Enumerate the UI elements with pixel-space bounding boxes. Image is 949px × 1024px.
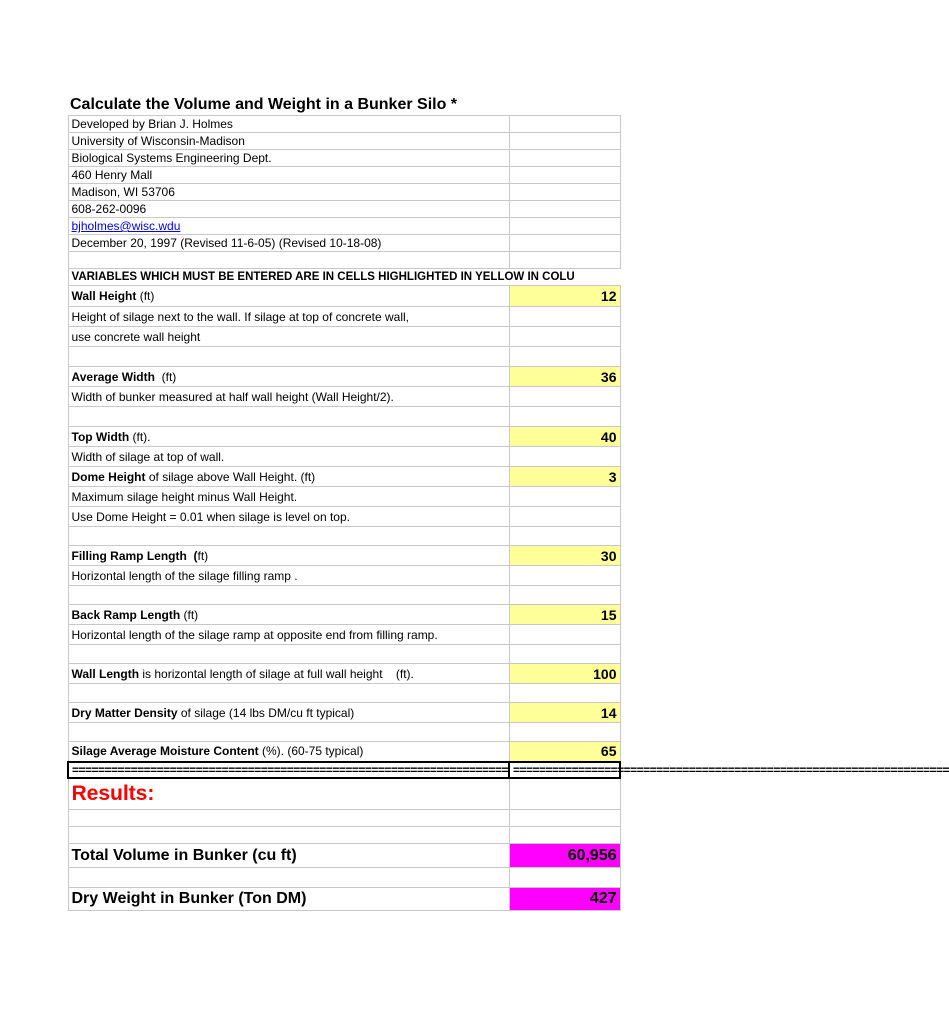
label-wall-length[interactable]: Wall Length is horizontal length of silage at full wall height (ft). [68,664,509,684]
cell-empty[interactable] [509,527,620,546]
desc-wall-height-1[interactable]: Height of silage next to the wall. If silage at top of concrete wall, [68,307,509,327]
cell-empty[interactable] [509,625,620,645]
cell-date[interactable]: December 20, 1997 (Revised 11-6-05) (Revised 10-18-08) [68,235,509,252]
value-total-volume[interactable]: 60,956 [509,844,620,868]
cell-empty[interactable] [68,645,509,664]
cell-empty[interactable] [509,407,620,427]
table-row [68,218,620,235]
table-row [68,723,620,742]
table-row [68,810,620,827]
table-row [68,327,620,347]
cell-empty[interactable] [509,723,620,742]
table-row [68,827,620,844]
table-row [68,252,620,269]
input-average-width[interactable]: 36 [509,367,620,387]
table-row [68,566,620,586]
label-dm-density[interactable]: Dry Matter Density of silage (14 lbs DM/cu ft typical) [68,703,509,723]
desc-back-ramp[interactable]: Horizontal length of the silage ramp at opposite end from filling ramp. [68,625,509,645]
input-back-ramp[interactable]: 15 [509,605,620,625]
calculator-table [67,115,949,911]
cell-empty[interactable] [509,645,620,664]
input-dm-density[interactable]: 14 [509,703,620,723]
table-row [68,888,620,911]
cell-empty[interactable] [68,723,509,742]
cell-empty[interactable] [68,827,509,844]
desc-dome-height-1[interactable]: Maximum silage height minus Wall Height. [68,487,509,507]
cell-email[interactable] [68,218,509,235]
cell-city[interactable]: Madison, WI 53706 [68,184,509,201]
table-row [68,427,620,447]
cell-empty[interactable] [509,167,620,184]
table-row [68,116,620,133]
table-row [68,133,620,150]
label-filling-ramp[interactable]: Filling Ramp Length (ft) [68,546,509,566]
desc-dome-height-2[interactable]: Use Dome Height = 0.01 when silage is level on top. [68,507,509,527]
table-row [68,605,620,625]
table-row [68,150,620,167]
cell-empty[interactable] [509,116,620,133]
input-wall-length[interactable]: 100 [509,664,620,684]
table-row [68,507,620,527]
table-row [68,269,620,286]
table-row [68,625,620,645]
spreadsheet [67,91,949,911]
table-row [68,447,620,467]
cell-empty[interactable] [509,566,620,586]
cell-empty[interactable] [68,407,509,427]
cell-empty[interactable] [509,307,620,327]
cell-empty[interactable] [509,133,620,150]
table-row [68,742,620,762]
table-row [68,762,620,778]
cell-empty[interactable] [509,252,620,269]
cell-empty[interactable] [509,827,620,844]
cell-empty[interactable] [509,487,620,507]
table-row [68,703,620,723]
cell-empty[interactable] [509,184,620,201]
label-back-ramp[interactable]: Back Ramp Length (ft) [68,605,509,625]
input-dome-height[interactable]: 3 [509,467,620,487]
desc-top-width[interactable]: Width of silage at top of wall. [68,447,509,467]
label-dry-weight[interactable]: Dry Weight in Bunker (Ton DM) [68,888,509,911]
desc-wall-height-2[interactable]: use concrete wall height [68,327,509,347]
cell-empty[interactable] [509,218,620,235]
cell-university[interactable]: University of Wisconsin-Madison [68,133,509,150]
desc-average-width[interactable]: Width of bunker measured at half wall height (Wall Height/2). [68,387,509,407]
results-heading[interactable]: Results: [68,778,509,810]
table-row [68,645,620,664]
cell-empty[interactable] [509,447,620,467]
cell-empty[interactable] [509,868,620,888]
table-row [68,347,620,367]
table-row [68,546,620,566]
table-row [68,407,620,427]
input-filling-ramp[interactable]: 30 [509,546,620,566]
table-row [68,201,620,218]
cell-empty[interactable] [509,150,620,167]
cell-empty[interactable] [509,387,620,407]
cell-empty[interactable] [68,527,509,546]
separator-left[interactable]: =================================================================== [68,762,509,778]
email-link[interactable]: bjholmes@wisc.wdu [71,219,181,233]
table-row [68,367,620,387]
table-row [68,778,620,810]
label-dome-height[interactable]: Dome Height of silage above Wall Height. (ft) [68,467,509,487]
table-row [68,868,620,888]
cell-empty[interactable] [68,810,509,827]
cell-empty[interactable] [509,810,620,827]
table-row [68,487,620,507]
cell-empty[interactable] [509,684,620,703]
table-row [68,844,620,868]
cell-empty[interactable] [68,586,509,605]
table-row [68,527,620,546]
cell-empty[interactable] [68,868,509,888]
cell-author[interactable]: Developed by Brian J. Holmes [68,116,509,133]
table-row [68,286,620,307]
cell-empty[interactable] [509,201,620,218]
table-row [68,586,620,605]
cell-empty[interactable] [68,684,509,703]
cell-empty[interactable] [509,778,620,810]
input-moisture[interactable]: 65 [509,742,620,762]
cell-empty[interactable] [509,507,620,527]
instruction-cell[interactable]: VARIABLES WHICH MUST BE ENTERED ARE IN CELLS HIGHLIGHTED IN YELLOW IN COLU [68,269,509,286]
label-total-volume[interactable]: Total Volume in Bunker (cu ft) [68,844,509,868]
cell-empty[interactable] [509,347,620,367]
cell-department[interactable]: Biological Systems Engineering Dept. [68,150,509,167]
label-average-width[interactable]: Average Width (ft) [68,367,509,387]
table-row [68,684,620,703]
sheet-title: Calculate the Volume and Weight in a Bunker Silo * [70,96,458,113]
desc-filling-ramp[interactable]: Horizontal length of the silage filling ramp . [68,566,509,586]
table-row [68,184,620,201]
label-top-width[interactable]: Top Width (ft). [68,427,509,447]
table-row [68,664,620,684]
cell-phone[interactable]: 608-262-0096 [68,201,509,218]
input-top-width[interactable]: 40 [509,427,620,447]
cell-address[interactable]: 460 Henry Mall [68,167,509,184]
table-row [68,467,620,487]
cell-empty[interactable] [68,347,509,367]
cell-empty[interactable] [509,235,620,252]
cell-empty[interactable] [509,586,620,605]
table-row [68,167,620,184]
table-row [68,307,620,327]
cell-empty[interactable] [68,252,509,269]
label-wall-height[interactable]: Wall Height (ft) [68,286,509,307]
table-row [68,387,620,407]
cell-empty[interactable] [509,327,620,347]
input-wall-height[interactable]: 12 [509,286,620,307]
label-moisture[interactable]: Silage Average Moisture Content (%). (60-75 typical) [68,742,509,762]
value-dry-weight[interactable]: 427 [509,888,620,911]
table-row [68,235,620,252]
separator-right[interactable]: =================================================================== [509,762,620,778]
